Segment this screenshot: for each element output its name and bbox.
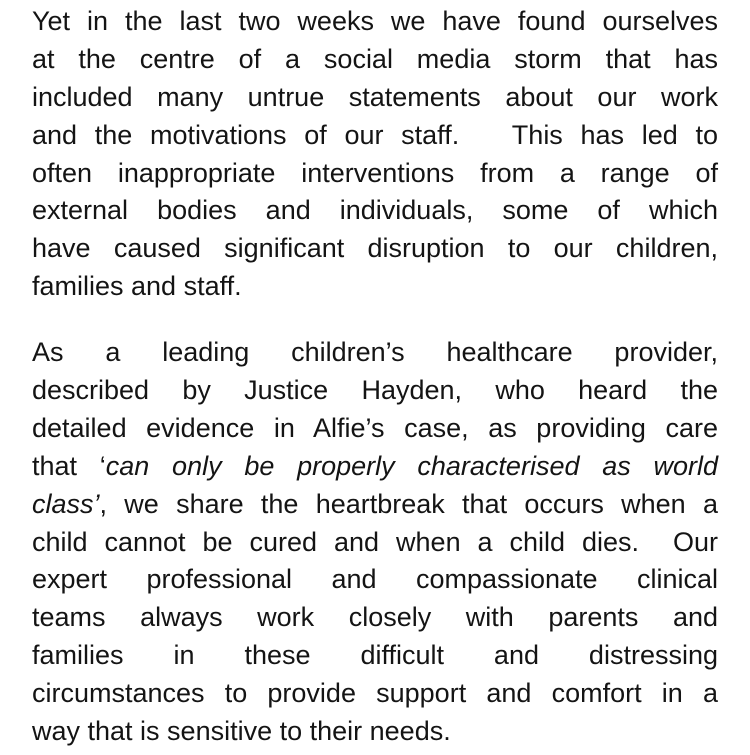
text-line: child cannot be cured and when a child dies. Our [32,526,718,557]
text-line: and the motivations of our staff. This has led to [32,119,718,150]
text-line: teams always work closely with parents and [32,602,718,633]
document-page [32,3,718,751]
text-run: , we share the heartbreak that occurs when a [99,488,718,519]
text-line: As a leading children’s healthcare provider, [32,337,718,368]
text-line: included many untrue statements about our work [32,81,718,112]
text-line: detailed evidence in Alfie’s case, as providing care [32,412,718,443]
text-line: described by Justice Hayden, who heard the [32,375,718,406]
text-line: circumstances to provide support and comfort in a [32,678,718,709]
text-run: that ‘ [32,450,106,481]
paragraph-2 [32,334,718,751]
paragraph-spacer [32,306,718,334]
text-line: have caused significant disruption to our children, [32,233,718,264]
quote-italic: class’ [32,488,100,519]
text-line: expert professional and compassionate clinical [32,564,718,595]
quote-italic: can only be properly characterised as world [105,450,718,481]
text-line: at the centre of a social media storm that has [32,43,718,74]
text-line: families and staff. [32,271,242,302]
text-line: external bodies and individuals, some of which [32,195,718,226]
text-line: Yet in the last two weeks we have found ourselves [32,6,718,36]
text-line-quote-end [32,486,718,524]
text-line: families in these difficult and distressing [32,640,718,671]
paragraph-1 [32,3,718,306]
text-line-quote-start [32,448,718,486]
text-line: often inappropriate interventions from a range of [32,157,718,188]
text-line: way that is sensitive to their needs. [32,716,451,747]
